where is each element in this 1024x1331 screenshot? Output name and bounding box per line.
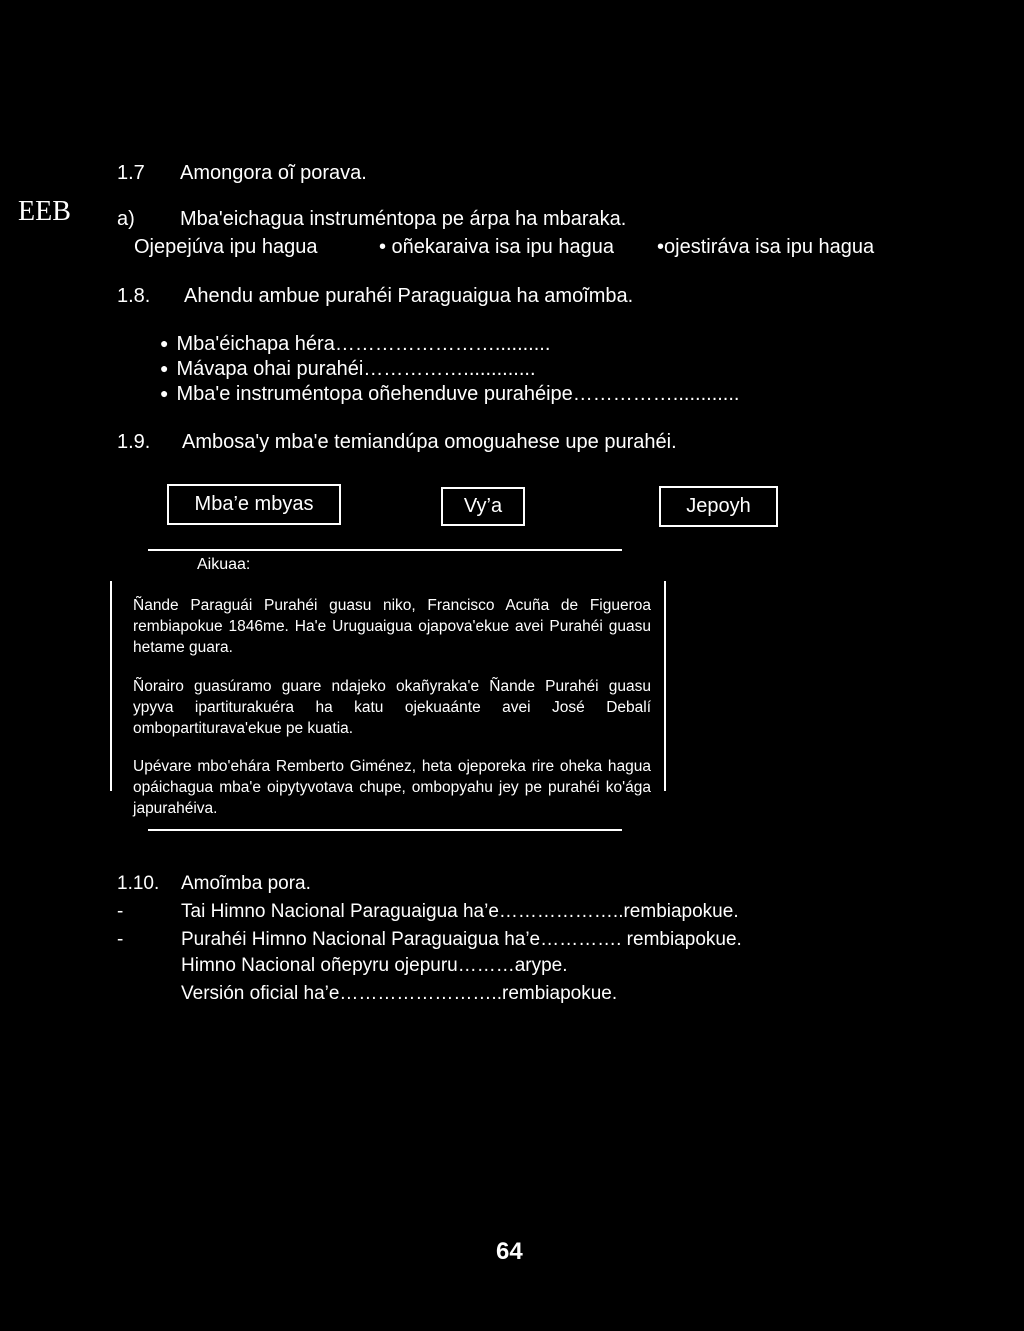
section-1-9-number: 1.9. xyxy=(117,431,151,453)
section-1-10-title: Amoĩmba pora. xyxy=(181,873,311,894)
bullet-icon: ● xyxy=(160,360,169,376)
dash-marker: - xyxy=(117,901,124,922)
info-title: Aikuaa: xyxy=(197,556,251,573)
bullet-item xyxy=(160,358,536,381)
bullet-text: Mávapa ohai purahéi……………............. xyxy=(176,358,536,380)
info-box xyxy=(110,549,666,831)
emotion-box-joy: Vy’a xyxy=(441,487,525,526)
section-1-9-title: Ambosa'y mba'e temiandúpa omoguahese upe purahéi. xyxy=(182,431,677,453)
page-number: 64 xyxy=(496,1238,523,1265)
side-label: EEB xyxy=(18,196,71,227)
info-left-rule xyxy=(110,581,112,791)
emotion-box-fear: Jepoyh xyxy=(659,486,778,527)
fill-line-3: Himno Nacional oñepyru ojepuru………arype. xyxy=(181,955,568,976)
item-a-marker: a) xyxy=(117,208,135,230)
bullet-item xyxy=(160,333,550,356)
info-paragraph: Upévare mbo'ehára Remberto Giménez, heta ojeporeka rire oheka hagua opáichagua mba'e oipytyvotava chupe, ombopyahu jey pe purahéi ko'ága japurahéiva. xyxy=(133,758,651,817)
fill-line-2: Purahéi Himno Nacional Paraguaigua ha’e…………. rembiapokue. xyxy=(181,929,742,950)
item-a-text: Mba'eichagua instruméntopa pe árpa ha mbaraka. xyxy=(180,208,627,230)
bullet-icon: ● xyxy=(160,335,169,351)
option-2: • oñekaraiva isa ipu hagua xyxy=(379,236,614,258)
info-bottom-rule xyxy=(148,829,622,831)
info-top-rule xyxy=(148,549,622,551)
bullet-icon: ● xyxy=(160,385,169,401)
fill-line-1: Tai Himno Nacional Paraguaigua ha’e………………..rembiapokue. xyxy=(181,901,739,922)
bullet-text: Mba'e instruméntopa oñehenduve purahéipe……………............ xyxy=(176,383,740,405)
option-1: Ojepejúva ipu hagua xyxy=(134,236,318,258)
option-3: •ojestiráva isa ipu hagua xyxy=(657,236,875,258)
info-paragraph: Ñorairo guasúramo guare ndajeko okañyraka'e Ñande Purahéi guasu ypyva ipartiturakuéra ha katu ojekuaánte avei José Debalí ombopartiturava'ekue pe kuatia. xyxy=(133,678,651,737)
bullet-item xyxy=(160,383,739,406)
section-1-10-number: 1.10. xyxy=(117,873,160,894)
info-right-rule xyxy=(664,581,666,791)
dash-marker: - xyxy=(117,929,124,950)
fill-line-4: Versión oficial ha’e……………………..rembiapokue. xyxy=(181,983,618,1004)
info-paragraph: Ñande Paraguái Purahéi guasu niko, Francisco Acuña de Figueroa rembiapokue 1846me. Ha'e Uruguaigua ojapova'ekue avei Purahéi guasu hetame guara. xyxy=(133,597,651,656)
section-1-8-number: 1.8. xyxy=(117,285,151,307)
bullet-text: Mba'éichapa héra…………………….......... xyxy=(176,333,551,355)
emotion-box-sad: Mba’e mbyas xyxy=(167,484,341,525)
section-1-7-title: Amongora oĩ porava. xyxy=(180,162,367,184)
section-1-7-number: 1.7 xyxy=(117,162,145,184)
section-1-8-title: Ahendu ambue purahéi Paraguaigua ha amoĩmba. xyxy=(184,285,634,307)
